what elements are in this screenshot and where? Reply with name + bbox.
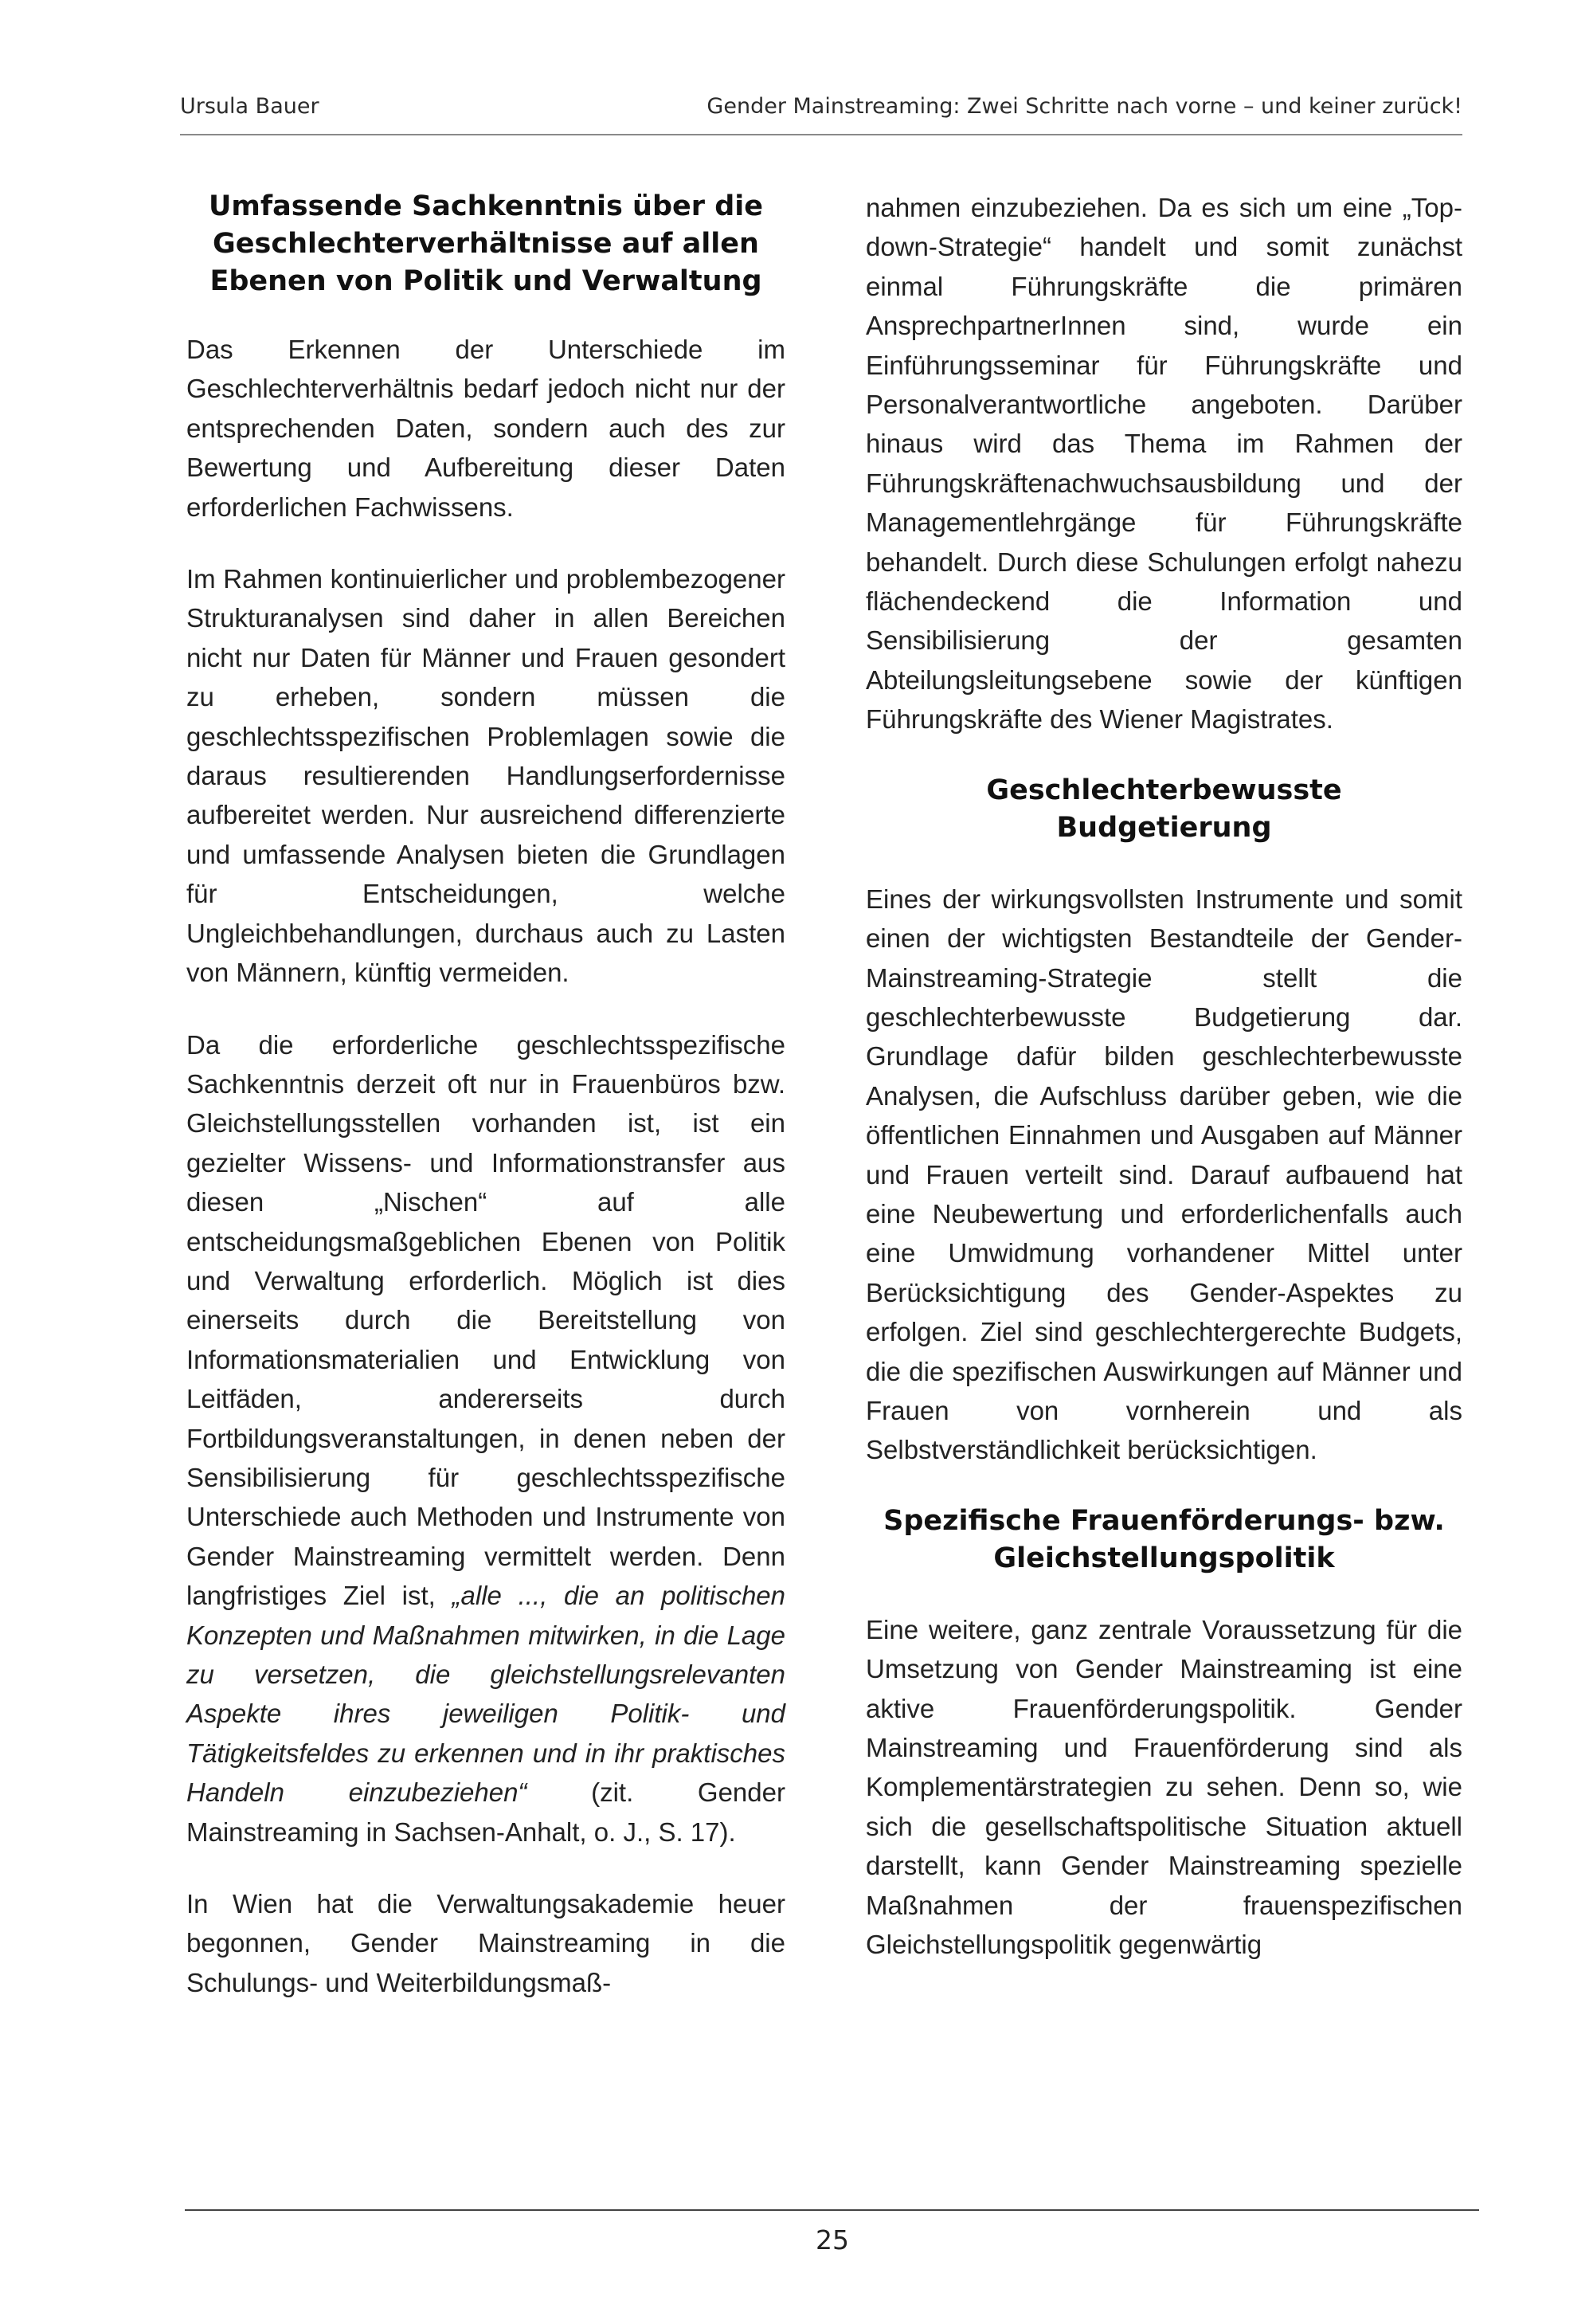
left-column: [186, 188, 785, 2002]
paragraph: Eine weitere, ganz zentrale Voraussetzung für die Umsetzung von Gender Mainstreaming ist eine aktive Frauenförderungspolitik. Gender Mainstreaming und Frauenförderung sind als Komplementärstrategien zu sehen. Denn so, wie sich die gesellschaftspolitische Situation aktuell darstellt, kann Gender Mainstreaming spezielle Maßnahmen der frauenspezifischen Gleichstellungspolitik gegenwärtig: [866, 1614, 1462, 1960]
section-heading-sachkenntnis: Umfassende Sachkenntnis über die Geschlechterverhältnisse auf allen Ebenen von Politik und Verwaltung: [208, 190, 764, 297]
section-heading-budgetierung: Geschlechterbewusste Budgetierung: [986, 774, 1342, 844]
header-title: Gender Mainstreaming: Zwei Schritte nach vorne – und keiner zurück!: [706, 94, 1462, 119]
citation: (zit. Gender Mainstreaming in Sachsen-Anhalt, o. J., S. 17).: [186, 1777, 785, 1847]
paragraph: Das Erkennen der Unterschiede im Geschlechterverhältnis bedarf jedoch nicht nur der entsprechenden Daten, sondern auch des zur Bewertung und Aufbereitung dieser Daten erforderlichen Fachwissens.: [186, 335, 785, 522]
header-rule: [180, 134, 1462, 135]
right-column: [866, 188, 1462, 1964]
paragraph: In Wien hat die Verwaltungsakademie heuer begonnen, Gender Mainstreaming in die Schulungs- und Weiterbildungsmaß-: [186, 1889, 785, 1997]
header-author: Ursula Bauer: [180, 94, 319, 119]
paragraph-with-quote: [186, 1025, 785, 1852]
footer-rule: [185, 2209, 1479, 2211]
page-number: 25: [816, 2224, 849, 2255]
running-header: [180, 94, 1462, 129]
paragraph: Eines der wirkungsvollsten Instrumente und somit einen der wichtigsten Bestandteile der Gender-Mainstreaming-Strategie stellt die geschlechterbewusste Budgetierung dar. Grundlage dafür bilden geschlechterbewusste Analysen, die Aufschluss darüber geben, wie die öffentlichen Einnahmen und Ausgaben auf Männer und Frauen verteilt sind. Darauf aufbauend hat eine Neubewertung und erforderlichenfalls auch eine Umwidmung vorhandener Mittel unter Berücksichtigung des Gender-Aspektes zu erfolgen. Ziel sind geschlechtergerechte Budgets, die die spezifischen Auswirkungen auf Männer und Frauen von vornherein und als Selbstverständlichkeit berücksichtigen.: [866, 884, 1462, 1465]
paragraph: Im Rahmen kontinuierlicher und problembezogener Strukturanalysen sind daher in allen Bereichen nicht nur Daten für Männer und Frauen gesondert zu erheben, sondern müssen die geschlechtsspezifischen Problemlagen sowie die daraus resultierenden Handlungserfordernisse aufbereitet werden. Nur ausreichend differenzierte und umfassende Analysen bieten die Grundlagen für Entscheidungen, welche Ungleichbehandlungen, durchaus auch zu Lasten von Männern, künftig vermeiden.: [186, 564, 785, 988]
paragraph-text: Da die erforderliche geschlechtsspezifische Sachkenntnis derzeit oft nur in Frauenbüros bzw. Gleichstellungsstellen vorhanden ist, ist ein gezielter Wissens- und Informationstransfer aus diesen „Nischen“ auf alle entscheidungsmaßgeblichen Ebenen von Politik und Verwaltung erforderlich. Möglich ist dies einerseits durch die Bereitstellung von Informationsmaterialien und Entwicklung von Leitfäden, andererseits durch Fortbildungsveranstaltungen, in denen neben der Sensibilisierung für geschlechtsspezifische Unterschiede auch Methoden und Instrumente von Gender Mainstreaming vermittelt werden. Denn langfristiges Ziel ist,: [186, 1029, 785, 1611]
section-heading-frauenfoerderung: Spezifische Frauenförderungs- bzw. Gleichstellungspolitik: [883, 1504, 1445, 1574]
paragraph: nahmen einzubeziehen. Da es sich um eine „Top-down-Strategie“ handelt und somit zunächst einmal Führungskräfte die primären AnsprechpartnerInnen sind, wurde ein Einführungsseminar für Führungskräfte und Personalverantwortliche angeboten. Darüber hinaus wird das Thema im Rahmen der Führungskräftenachwuchsausbildung und der Managementlehrgänge für Führungskräfte behandelt. Durch diese Schulungen erfolgt nahezu flächendeckend die Information und Sensibilisierung der gesamten Abteilungsleitungsebene sowie der künftigen Führungskräfte des Wiener Magistrates.: [866, 193, 1462, 735]
quotation: „alle ..., die an politischen Konzepten und Maßnahmen mitwirken, in die Lage zu versetzen, die gleichstellungsrelevanten Aspekte ihres jeweiligen Politik- und Tätigkeitsfeldes zu erkennen und in ihr praktisches Handeln einzubeziehen“: [186, 1581, 786, 1808]
